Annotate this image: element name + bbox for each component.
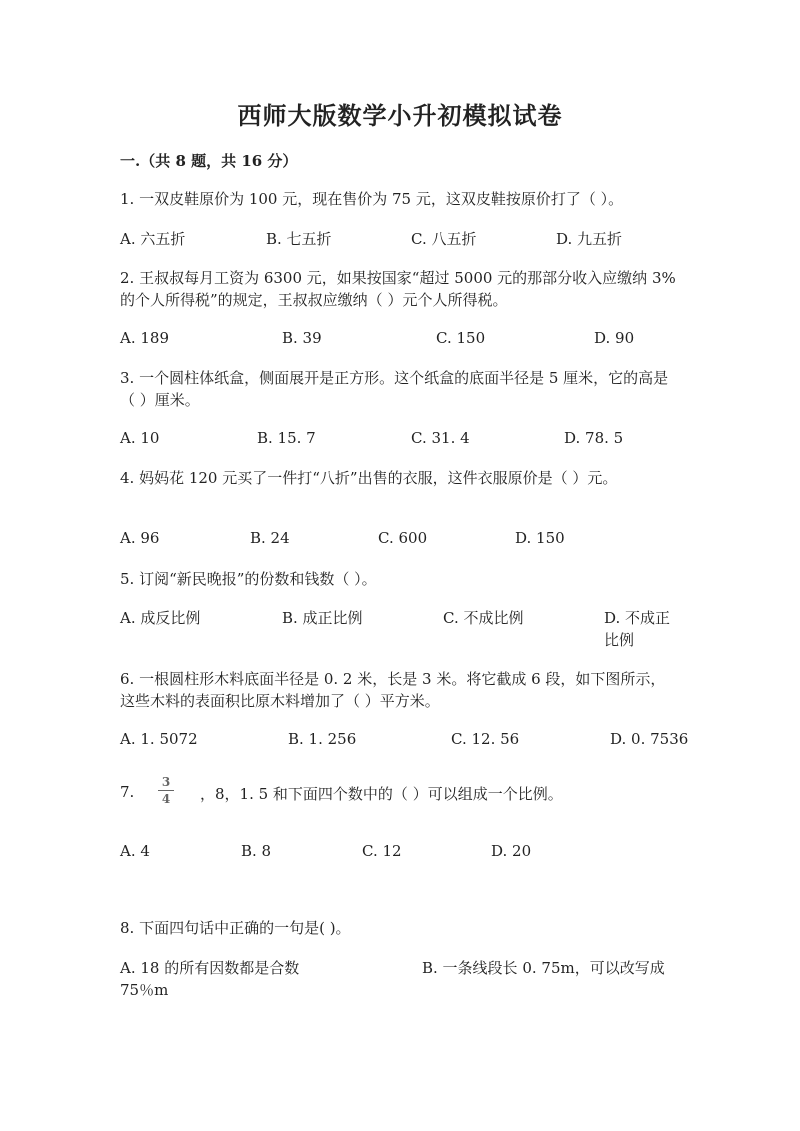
option-b: B. 8	[241, 842, 272, 860]
option-d: D. 20	[491, 842, 532, 860]
option-c: C. 150	[436, 329, 486, 347]
question-8: 8. 下面四句话中正确的一句是( )。	[120, 919, 351, 937]
option-c: C. 12. 56	[451, 730, 520, 748]
options-7	[120, 842, 680, 886]
section-heading: 一.（共 8 题，共 16 分）	[120, 152, 298, 170]
option-b: B. 1. 256	[288, 730, 357, 748]
option-d: D. 78. 5	[564, 429, 624, 447]
question-2: 2. 王叔叔每月工资为 6300 元，如果按国家“超过 5000 元的那部分收入应缴纳 3%的个人所得税”的规定，王叔叔应缴纳（ ）元个人所得税。	[120, 269, 676, 309]
option-a: A. 成反比例	[120, 609, 201, 627]
option-a: A. 189	[120, 329, 169, 347]
option-c: C. 600	[378, 529, 428, 547]
option-a: A. 18 的所有因数都是合数	[120, 959, 300, 977]
option-a: A. 96	[120, 529, 160, 547]
question-6: 6. 一根圆柱形木料底面半径是 0. 2 米，长是 3 米。将它截成 6 段，如下图所示，这些木料的表面积比原木料增加了（ ）平方米。	[120, 670, 666, 710]
option-b: B. 成正比例	[282, 609, 363, 627]
option-a: A. 1. 5072	[120, 730, 198, 748]
option-d: D. 90	[594, 329, 635, 347]
options-4	[120, 529, 680, 573]
option-a: A. 六五折	[120, 230, 186, 248]
question-4: 4. 妈妈花 120 元买了一件打“八折”出售的衣服，这件衣服原价是（ ）元。	[120, 469, 618, 487]
option-c: C. 31. 4	[411, 429, 470, 447]
fraction-three-quarters	[158, 775, 174, 806]
option-b: B. 24	[250, 529, 290, 547]
option-c: C. 12	[362, 842, 402, 860]
option-a: A. 10	[120, 429, 160, 447]
option-b: B. 七五折	[266, 230, 332, 248]
question-5: 5. 订阅“新民晚报”的份数和钱数（ ）。	[120, 570, 377, 588]
option-c: C. 不成比例	[443, 609, 524, 627]
question-7: ，8，1. 5 和下面四个数中的（ ）可以组成一个比例。	[200, 785, 563, 803]
options-1	[120, 228, 680, 272]
options-5	[120, 607, 680, 651]
fraction-bar	[158, 790, 174, 791]
fraction-numerator: 3	[161, 775, 171, 789]
option-b: B. 39	[282, 329, 322, 347]
option-c: C. 八五折	[411, 230, 477, 248]
option-b: B. 15. 7	[257, 429, 316, 447]
option-d: D. 不成正比例	[604, 609, 671, 649]
option-d: D. 150	[515, 529, 565, 547]
option-d: D. 九五折	[556, 230, 623, 248]
question-7-number: 7.	[120, 783, 135, 801]
option-b: B. 一条线段长 0. 75m，可以改写成 75％m	[120, 959, 665, 999]
page-title: 西师大版数学小升初模拟试卷	[237, 101, 563, 130]
options-6	[120, 730, 689, 774]
question-1: 1. 一双皮鞋原价为 100 元，现在售价为 75 元，这双皮鞋按原价打了（ ）。	[120, 190, 624, 208]
option-a: A. 4	[120, 842, 150, 860]
option-d: D. 0. 7536	[610, 730, 689, 748]
question-3: 3. 一个圆柱体纸盒，侧面展开是正方形。这个纸盒的底面半径是 5 厘米，它的高是（ ）厘米。	[120, 369, 669, 409]
options-8	[120, 957, 680, 1007]
fraction-denominator: 4	[161, 792, 171, 806]
